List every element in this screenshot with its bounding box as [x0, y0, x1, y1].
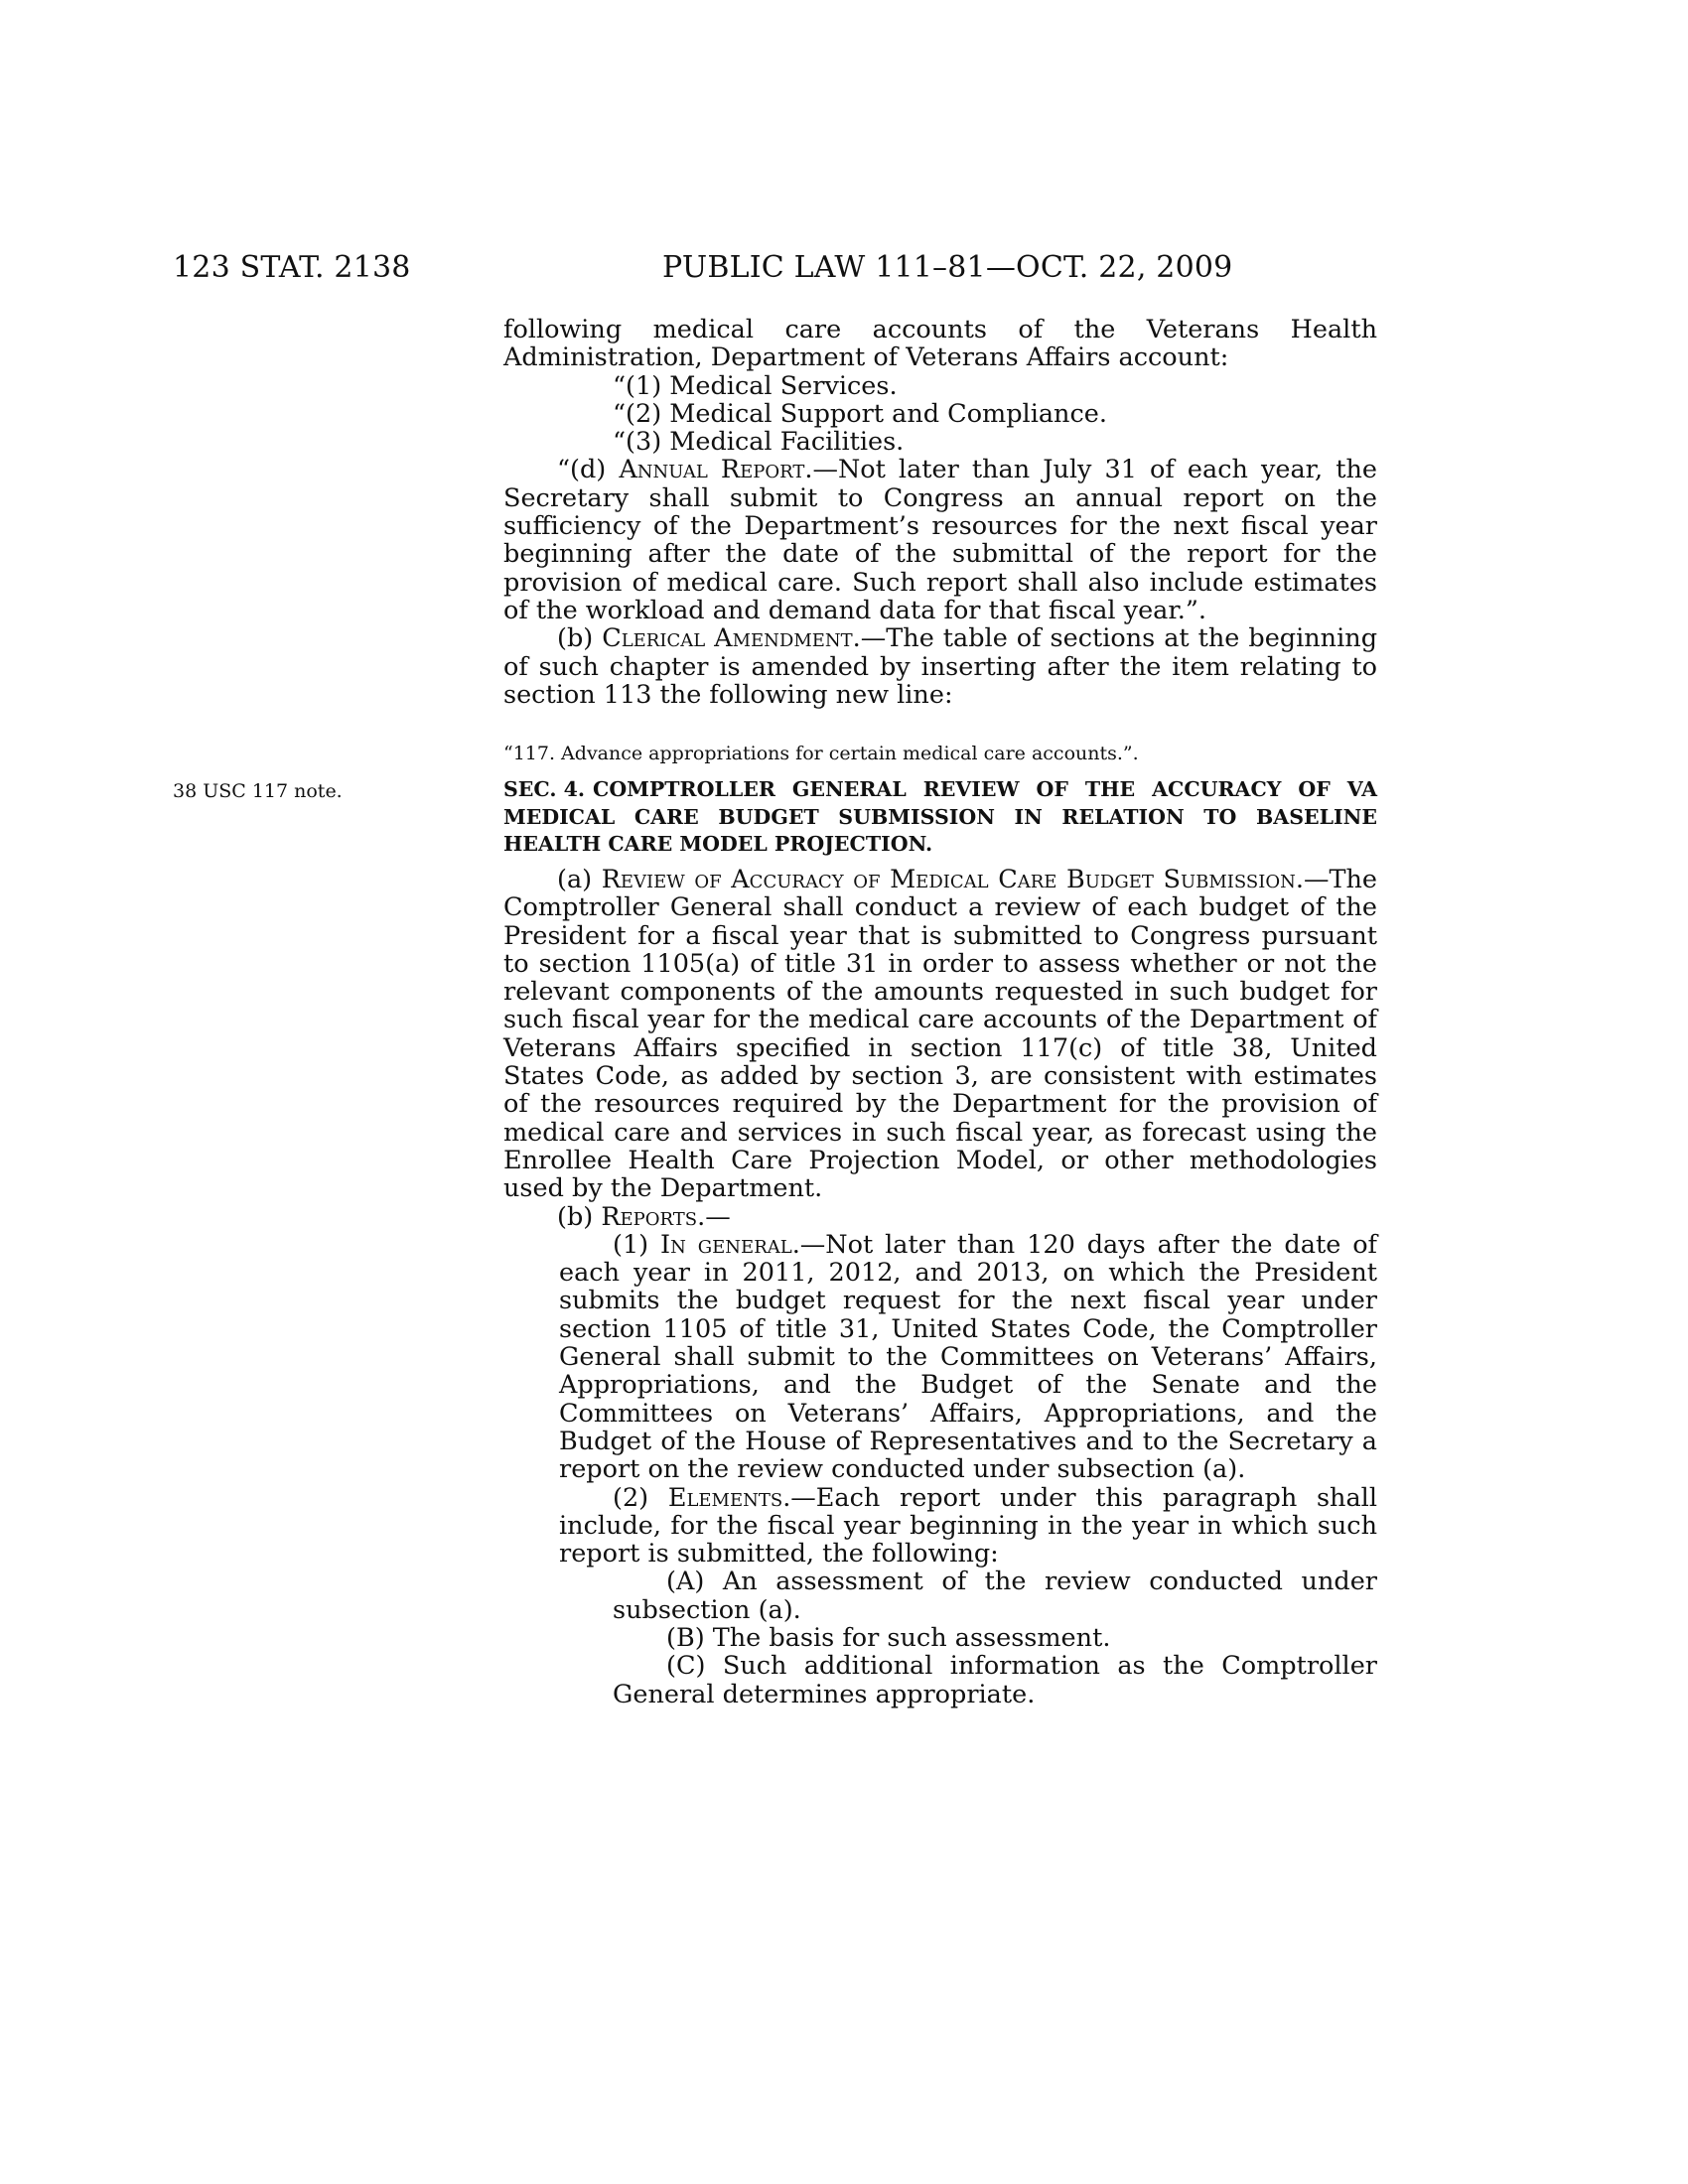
section4-number: SEC. 4.: [503, 777, 586, 801]
paragraph-1-in-general: [503, 1231, 1377, 1484]
public-law-citation: PUBLIC LAW 111–81—OCT. 22, 2009: [662, 250, 1233, 285]
paragraph-1-heading: In general: [660, 1229, 792, 1260]
element-b: (B) The basis for such assessment.: [666, 1623, 1111, 1654]
subsection-b-reports: [503, 1203, 1377, 1231]
clerical-heading: Clerical Amendment: [602, 623, 853, 654]
subsection-d-heading: Annual Report: [619, 455, 805, 485]
subsection-b-clerical-amendment: [503, 624, 1377, 709]
section4-heading: [503, 776, 1377, 859]
subsection-a-prefix: (a): [557, 865, 602, 894]
table-of-sections-line: “117. Advance appropriations for certain medical care accounts.”.: [503, 743, 1139, 764]
subsection-a-heading: Review of Accuracy of Medical Care Budget Submission: [601, 865, 1296, 894]
section4-title: COMPTROLLER GENERAL REVIEW OF THE ACCURACY OF VA MEDICAL CARE BUDGET SUBMISSION IN RELATION TO BASELINE HEALTH CARE MODEL PROJECTION.: [503, 777, 1377, 856]
subsection-d-prefix: “(d): [557, 455, 620, 485]
paragraph-1-text: .—Not later than 120 days after the date of each year in 2011, 2012, and 2013, on which the President submits the budget request for the next fiscal year under section 1105 of title 31, United States Code, the Comptroller General shall submit to the Committees on Veterans’ Affairs, Appropriations, and the Budget of the Senate and the Committees on Veterans’ Affairs, Appropriations, and the Budget of the House of Representatives and to the Secretary a report on the review conducted under subsection (a).: [559, 1229, 1377, 1485]
margin-note: 38 USC 117 note.: [173, 780, 343, 802]
account-item-3: “(3) Medical Facilities.: [613, 427, 905, 458]
subsection-d-annual-report: [503, 456, 1377, 624]
page-header: [0, 250, 1688, 290]
paragraph-1-prefix: (1): [613, 1229, 661, 1260]
element-c: (C) Such additional information as the Comptroller General determines appropriate.: [613, 1651, 1377, 1709]
accounts-intro: following medical care accounts of the Veterans Health Administration, Department of Veterans Affairs account:: [503, 315, 1377, 373]
paragraph-2-text: .—Each report under this paragraph shall include, for the fiscal year beginning in the year in which such report is submitted, the following:: [559, 1482, 1377, 1570]
stat-page-number: 123 STAT. 2138: [173, 250, 411, 285]
subsection-a-review: [503, 866, 1377, 1203]
subsection-d-text: .—Not later than July 31 of each year, the Secretary shall submit to Congress an annual report on the sufficiency of the Department’s resources for the next fiscal year beginning after the date of the submittal of the report for the provision of medical care. Such report shall also include estimates of the workload and demand data for that fiscal year.”.: [503, 455, 1377, 625]
paragraph-2-heading: Elements: [667, 1482, 783, 1513]
account-item-2: “(2) Medical Support and Compliance.: [613, 398, 1107, 429]
element-a: (A) An assessment of the review conducted under subsection (a).: [613, 1567, 1377, 1625]
reports-heading: Reports: [601, 1201, 698, 1232]
section3-continuation: [503, 316, 1377, 709]
clerical-prefix: (b): [557, 623, 603, 654]
reports-dash: .—: [697, 1201, 731, 1232]
account-item-1: “(1) Medical Services.: [613, 370, 898, 401]
paragraph-2-elements: [503, 1484, 1377, 1569]
subsection-a-text: .—The Comptroller General shall conduct a review of each budget of the President for a fiscal year that is submitted to Congress pursuant to section 1105(a) of title 31 in order to assess whether or not the relevant components of the amounts requested in such budget for such fiscal year for the medical care accounts of the Department of Veterans Affairs specified in section 117(c) of title 38, United States Code, as added by section 3, are consistent with estimates of the resources required by the Department for the provision of medical care and services in such fiscal year, as forecast using the Enrollee Health Care Projection Model, or other methodologies used by the Department.: [503, 865, 1377, 1204]
reports-prefix: (b): [557, 1201, 602, 1232]
section4-body: [503, 866, 1377, 1708]
paragraph-2-prefix: (2): [613, 1482, 668, 1513]
clerical-text: .—The table of sections at the beginning of such chapter is amended by inserting after the item relating to section 113 the following new line:: [503, 623, 1378, 710]
